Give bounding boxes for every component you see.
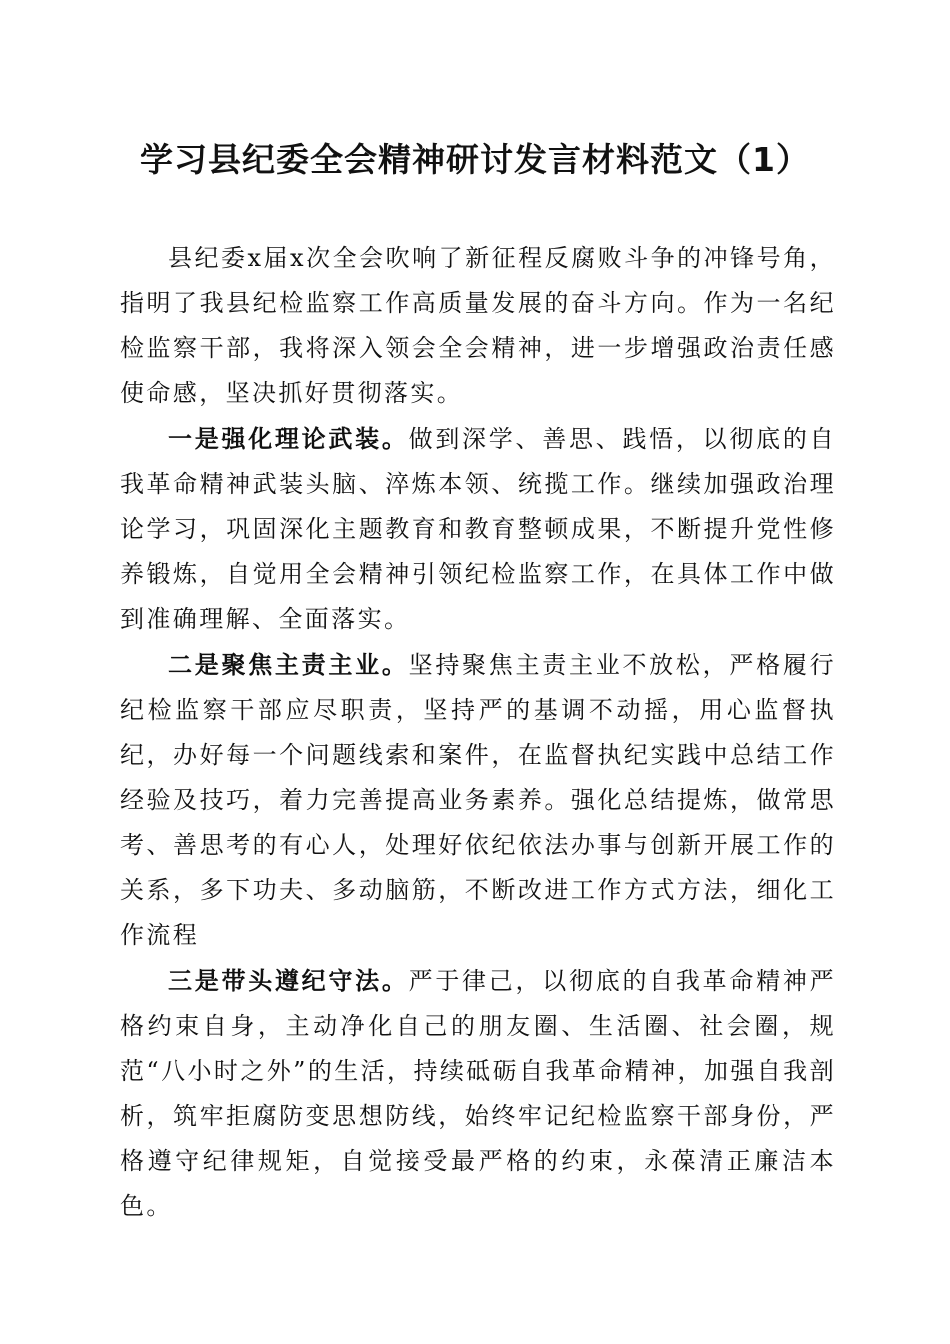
document-title: 学习县纪委全会精神研讨发言材料范文（1） [140,140,810,179]
section-heading-2: 二是聚焦主责主业。 [168,650,409,679]
section-paragraph-1 [120,416,836,642]
section-text-3: 严于律己，以彻底的自我革命精神严格约束自身，主动净化自己的朋友圈、生活圈、社会圈，规范“八小时之外”的生活，持续砥砺自我革命精神，加强自我剖析，筑牢拒腐防变思想防线，始终牢记纪检监察干部身份，严格遵守纪律规矩，自觉接受最严格的约束，永葆清正廉洁本色。 [120,967,836,1220]
section-heading-1: 一是强化理论武装。 [168,424,409,453]
section-text-2: 坚持聚焦主责主业不放松，严格履行纪检监察干部应尽职责，坚持严的基调不动摇，用心监督执纪，办好每一个问题线索和案件，在监督执纪实践中总结工作经验及技巧，着力完善提高业务素养。强化总结提炼，做常思考、善思考的有心人，处理好依纪依法办事与创新开展工作的关系，多下功夫、多动脑筋，不断改进工作方式方法，细化工作流程 [120,651,836,949]
document-body [120,236,836,1229]
section-text-1: 做到深学、善思、践悟，以彻底的自我革命精神武装头脑、淬炼本领、统揽工作。继续加强政治理论学习，巩固深化主题教育和教育整顿成果，不断提升党性修养锻炼，自觉用全会精神引领纪检监察工作，在具体工作中做到准确理解、全面落实。 [120,425,836,633]
section-heading-3: 三是带头遵纪守法。 [168,966,409,995]
section-paragraph-3 [120,958,836,1229]
intro-paragraph: 县纪委x届x次全会吹响了新征程反腐败斗争的冲锋号角，指明了我县纪检监察工作高质量发展的奋斗方向。作为一名纪检监察干部，我将深入领会全会精神，进一步增强政治责任感使命感，坚决抓好贯彻落实。 [120,244,836,407]
section-paragraph-2 [120,642,836,958]
